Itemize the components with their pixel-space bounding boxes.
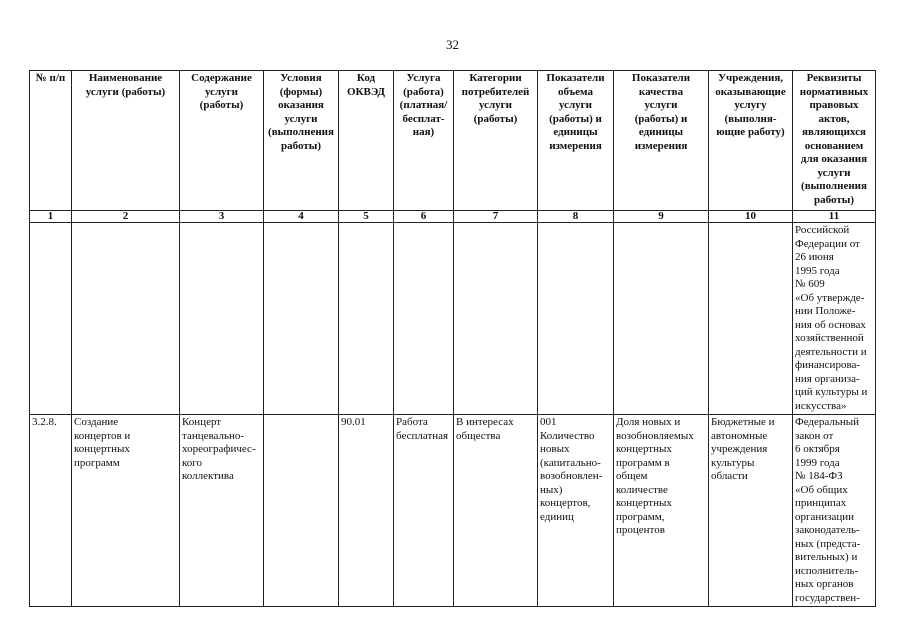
cell-institutions (709, 223, 793, 415)
column-number: 4 (264, 211, 339, 223)
cell-volume-indicators: 001 Количество новых (капитально- возобновлен- ных) концертов, единиц (538, 415, 614, 607)
table-row-3-2-8 (30, 415, 876, 607)
column-number: 1 (30, 211, 72, 223)
header-paid-free: Услуга (работа) (платная/ бесплат- ная) (394, 71, 454, 211)
column-number: 6 (394, 211, 454, 223)
cell-service-name (72, 223, 180, 415)
column-number: 2 (72, 211, 180, 223)
cell-number: 3.2.8. (30, 415, 72, 607)
column-number: 9 (614, 211, 709, 223)
table-header-row (30, 71, 876, 211)
header-okved-code: Код ОКВЭД (339, 71, 394, 211)
cell-okved-code: 90.01 (339, 415, 394, 607)
header-service-conditions: Условия (формы) оказания услуги (выполнения работы) (264, 71, 339, 211)
cell-quality-indicators (614, 223, 709, 415)
column-number: 3 (180, 211, 264, 223)
cell-service-conditions (264, 415, 339, 607)
cell-service-content (180, 223, 264, 415)
cell-service-content: Концерт танцевально- хореографичес- кого коллектива (180, 415, 264, 607)
header-service-content: Содержание услуги (работы) (180, 71, 264, 211)
cell-service-name: Создание концертов и концертных программ (72, 415, 180, 607)
column-number: 11 (793, 211, 876, 223)
header-legal-acts: Реквизиты нормативных правовых актов, являющихся основанием для оказания услуги (выполнения работы) (793, 71, 876, 211)
column-number: 5 (339, 211, 394, 223)
page-number: 32 (446, 37, 459, 52)
cell-institutions: Бюджетные и автономные учреждения культуры области (709, 415, 793, 607)
cell-paid-free (394, 223, 454, 415)
header-quality-indicators: Показатели качества услуги (работы) и единицы измерения (614, 71, 709, 211)
header-volume-indicators: Показатели объема услуги (работы) и единицы измерения (538, 71, 614, 211)
table-row-continuation (30, 223, 876, 415)
cell-consumer-categories: В интересах общества (454, 415, 538, 607)
header-institutions: Учреждения, оказывающие услугу (выполня- ющие работу) (709, 71, 793, 211)
cell-okved-code (339, 223, 394, 415)
cell-volume-indicators (538, 223, 614, 415)
column-number-row (30, 211, 876, 223)
column-number: 8 (538, 211, 614, 223)
column-number: 10 (709, 211, 793, 223)
header-col-number: № п/п (30, 71, 72, 211)
cell-service-conditions (264, 223, 339, 415)
services-registry-table (29, 70, 876, 607)
cell-consumer-categories (454, 223, 538, 415)
header-service-name: Наименование услуги (работы) (72, 71, 180, 211)
cell-legal-acts: Федеральный закон от 6 октября 1999 года № 184-ФЗ «Об общих принципах организации законодатель- ных (предста- вительных) и исполнитель- ных органов государствен- (793, 415, 876, 607)
column-number: 7 (454, 211, 538, 223)
cell-legal-acts: Российской Федерации от 26 июня 1995 года № 609 «Об утвержде- нии Положе- ния об основах хозяйственной деятельности и финансирова- ния организа- ций культуры и искусства» (793, 223, 876, 415)
cell-paid-free: Работа бесплатная (394, 415, 454, 607)
cell-quality-indicators: Доля новых и возобновляемых концертных программ в общем количестве концертных программ, процентов (614, 415, 709, 607)
cell-number (30, 223, 72, 415)
header-consumer-categories: Категории потребителей услуги (работы) (454, 71, 538, 211)
